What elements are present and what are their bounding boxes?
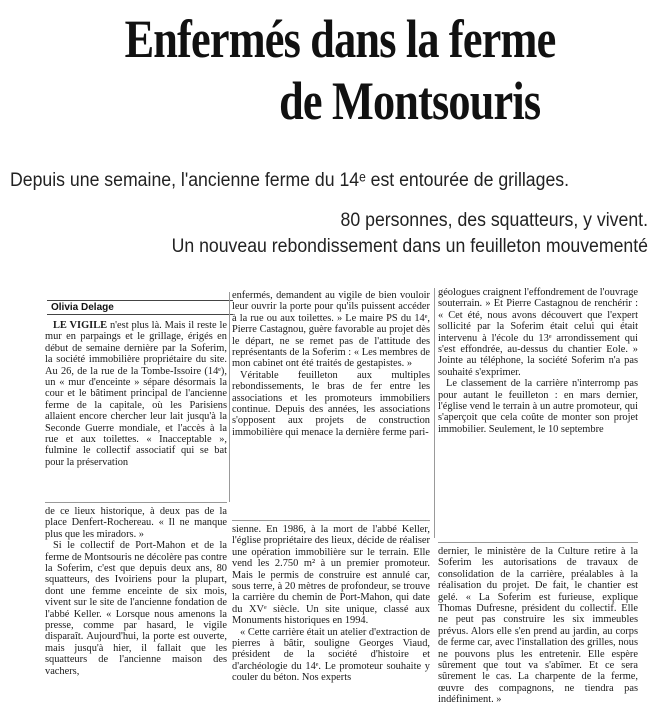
column-6-para-1: dernier, le ministère de la Culture retire à la Soferim les autorisations de travaux de consolidation de la carrière, préalables à la réalisation du projet. De fait, le chantier est gelé. « La Soferim est furieuse, explique Thomas Dufresne, président du collectif. Elle ne peut pas construire les six immeubles prévus. Alors elle s'en prend au jardin, au corps de ferme car, avec l'installation des grilles, nous ne pouvons plus les entretenir. Elle espère sûrement que tout va s'abîmer. Et ce sera sûrement le cas. La charpente de la ferme, œuvre des compagnons, ne tiendra pas indéfiniment. » (438, 546, 638, 706)
column-3-para-1: géologues craignent l'effondrement de l'ouvrage souterrain. » Et Pierre Castagnou de renchérir : « Cet été, nous avons découvert que l'expert sollicité par la Soferim était celui qui était intervenu à l'école du 13ᵉ arrondissement qui s'est effondrée, au-dessus du chantier Eole. » Jointe au téléphone, la société Soferim n'a pas souhaité s'exprimer. (438, 287, 638, 378)
column-5-para-1: sienne. En 1986, à la mort de l'abbé Keller, l'église propriétaire des lieux, décide de réaliser une opération immobilière sur le terrain. Elle vend les 2.750 m² à un premier promoteur. Mais le permis de construire est annulé car, sous terre, à 20 mètres de profondeur, se trouve la carrière du chemin de Port-Mahon, qui date du XVᵉ siècle. Un site unique, classé aux Monuments historiques en 1994. (232, 524, 430, 627)
headline-line2: de Montsouris (279, 71, 541, 131)
article-column-3 (438, 287, 638, 541)
column-4-para-1: de ce lieux historique, à deux pas de la place Denfert-Rochereau. « Il ne manque plus que les miradors. » (45, 506, 227, 540)
section-rule (45, 502, 227, 503)
article-column-4 (45, 506, 227, 716)
article-column-6 (438, 546, 638, 724)
column-3-para-2: Le classement de la carrière n'interromp pas pour autant le feuilleton : en mars dernier, l'église vend le terrain à un autre promoteur, qui s'aperçoit que cela coûte de monter son projet immobilier. Seulement, le 10 septembre (438, 378, 638, 435)
column-rule (434, 288, 435, 538)
article-column-2 (232, 290, 430, 520)
column-5-para-2: « Cette carrière était un atelier d'extraction de pierres à bâtir, souligne Georges Viaud, président de la société d'histoire et d'archéologie du 14ᵉ. Le promoteur souhaite y couler du béton. Nos experts (232, 626, 430, 684)
lead-in: LE VIGILE (53, 320, 108, 331)
column-2-para-1: enfermés, demandent au vigile de bien vouloir leur ouvrir la porte pour qu'ils puissent accéder à la rue ou aux toilettes. » Le maire PS du 14ᵉ, Pierre Castagnou, guère favorable au projet dès le départ, ne se remet pas de l'attitude des représentants de la Soferim : « Les membres de mon cabinet ont été traités de gestapistes. » (232, 290, 430, 370)
column-4-para-2: Si le collectif de Port-Mahon et de la ferme de Montsouris ne décolère pas contre la Soferim, c'est que depuis deux ans, 80 squatteurs, des Ivoiriens pour la plupart, dont une femme enceinte de six mois, vivent sur le site de l'ancienne fondation de l'abbé Keller. « Lorsque nous amenons la presse, comme par hasard, le vigile disparaît. Aujourd'hui, la porte est ouverte, mais jusqu'à hier, il fallait que les squatteurs de l'ancienne maison des vachers, (45, 540, 227, 677)
article-column-1 (45, 320, 227, 500)
deck-line3: Un nouveau rebondissement dans un feuilleton mouvementé (171, 236, 648, 257)
headline-line1: Enfermés dans la ferme (124, 9, 556, 69)
column-rule (229, 292, 230, 502)
section-rule (438, 542, 638, 543)
column-2-para-2: Véritable feuilleton aux multiples rebondissements, le bras de fer entre les associations et les promoteurs immobiliers continue. Depuis des années, les associations s'opposent aux projets de construction immobilière qui menace la dernière ferme pari- (232, 369, 430, 438)
article-column-5 (232, 524, 430, 719)
section-rule (232, 520, 430, 521)
deck-line1: Depuis une semaine, l'ancienne ferme du 14ᵉ est entourée de grillages. (10, 170, 570, 191)
byline: Olivia Delage (47, 300, 233, 315)
column-1-text: n'est plus là. Mais il reste le mur en parpaings et le grillage, érigés en début de semaine dernière par la Soferim, la société immobilière propriétaire du site. Au 26, de la rue de la Tombe-Issoire (14ᵉ), un « mur d'enceinte » sépare désormais la cour et le bâtiment principal de l'ancienne ferme de la capitale, où les Parisiens allaient encore chercher leur lait jusqu'à la Seconde Guerre mondiale, et l'accès à la rue et aux toilettes. « Inacceptable », fulmine le collectif associatif qui se bat pour la préservation (45, 320, 227, 468)
headline (86, 8, 594, 132)
deck-line2: 80 personnes, des squatteurs, y vivent. (340, 210, 648, 231)
